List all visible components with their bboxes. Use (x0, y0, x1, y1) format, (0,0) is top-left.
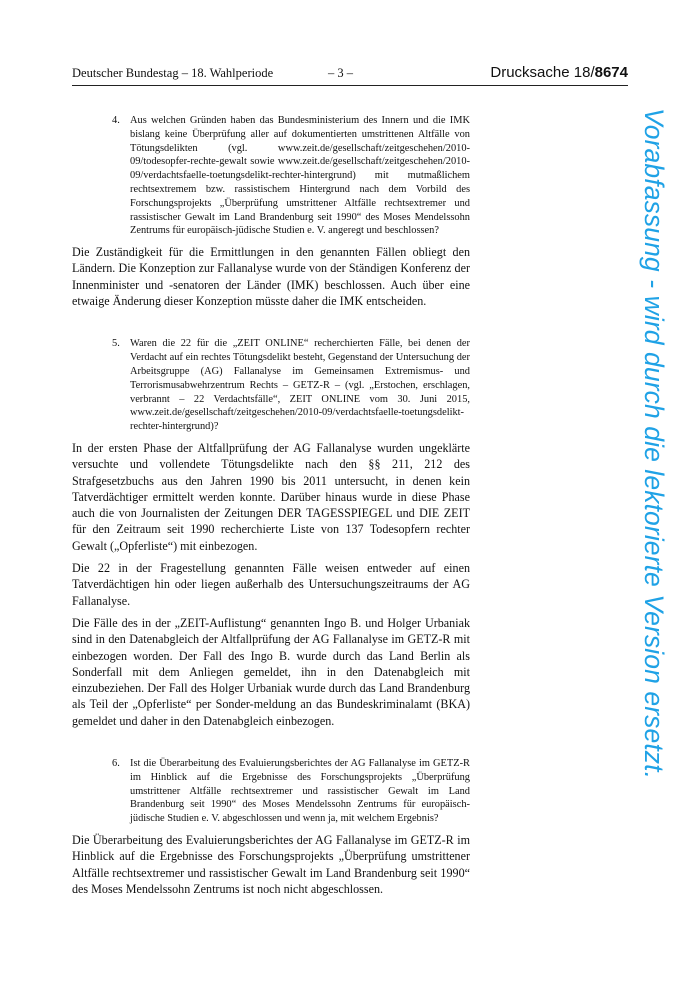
doc-label: Drucksache (490, 64, 570, 81)
question-text: Aus welchen Gründen haben das Bundesministerium des Innern und die IMK bislang keine Überprüfung aller auf dokumentierten umstrittenen Altfälle von Tötungsdelikten (vgl. www.zeit.de/gesellschaft/zeitgeschehen/2010-09/todesopfer-rechte-gewalt sowie www.zeit.de/gesellschaft/zeitgeschehen/2010-09/verdachtsfaelle-toetungsdelikt-rechter-hintergrund) mit mutmaßlichem rechtsextremem bzw. rassistischem Hintergrund nach dem Vorbild des Forschungsprojekts „Überprüfung umstrittener Altfälle rechtsextremer und rassistischer Gewalt im Land Brandenburg seit 1990“ des Moses Mendelssohn Zentrums für europäisch-jüdische Studien e. V. angeregt und beschlossen? (130, 115, 470, 237)
answer-paragraph: Die Zuständigkeit für die Ermittlungen in den genannten Fällen obliegt den Ländern. Die Konzeption zur Fallanalyse wurde von der Ständigen Konferenz der Innenminister und -senatoren der Länder (IMK) beschlossen. Auch über eine etwaige Änderung dieser Konzeption müsste daher die IMK entscheiden. (72, 245, 470, 309)
draft-watermark (639, 108, 689, 908)
header-rule (72, 85, 628, 86)
question-number: 5. (112, 338, 120, 350)
answer-paragraph: Die 22 in der Fragestellung genannten Fälle weisen entweder auf einen Tatverdächtigen hin oder liegen außerhalb des Untersuchungszeitraums der AG Fallanalyse. (72, 561, 470, 608)
question-number: 6. (112, 757, 120, 769)
answer-paragraph: Die Überarbeitung des Evaluierungsberichtes der AG Fallanalyse im GETZ-R im Hinblick auf die Ergebnisse des Forschungsprojekts „Überprüfung umstrittener Altfälle rechtsextremer und rassistischer Gewalt im Land Brandenburg seit 1990“ des Moses Mendelssohn Zentrums ist noch nicht abgeschlossen. (72, 832, 470, 896)
question-number: 4. (112, 115, 120, 126)
page-header (72, 66, 628, 86)
page-number: – 3 – (328, 66, 353, 80)
question-text: Ist die Überarbeitung des Evaluierungsberichtes der AG Fallanalyse im GETZ-R im Hinblick auf die Ergebnisse des Forschungsprojekts „Überprüfung umstrittener Altfälle rechtsextremer und rassistischer Gewalt im Land Brandenburg seit 1990“ des Moses Mendelssohn Zentrums für europäisch-jüdische Studien e. V. abgeschlossen und wenn ja, mit welchem Ergebnis? (130, 757, 470, 825)
doc-number-prefix: 18/ (573, 64, 595, 81)
parliament-period: Deutscher Bundestag – 18. Wahlperiode (72, 66, 274, 80)
answer-paragraph: Die Fälle des in der „ZEIT-Auflistung“ genannten Ingo B. und Holger Urbaniak sind in den Datenabgleich der Altfallprüfung der AG Fallanalyse im GETZ-R mit einbezogen worden. Der Fall des Ingo B. wurde durch das Land Berlin als Sonderfall mit dem Anliegen gemeldet, ihn in den Datenabgleich mit einzubeziehen. Der Fall des Holger Urbaniak wurde durch das Land Brandenburg als Teil der „Opferliste“ per Sonder-meldung an das Bundeskriminalamt (BKA) gemeldet und daher in den Datenabgleich einbezogen. (72, 615, 470, 728)
doc-number: 8674 (594, 64, 628, 81)
question-6 (72, 757, 470, 826)
question-5 (72, 337, 470, 434)
document-number (490, 64, 628, 81)
answer-paragraph: In der ersten Phase der Altfallprüfung der AG Fallanalyse wurden ungeklärte versuchte und vollendete Tötungsdelikte nach den §§ 211, 212 des Strafgesetzbuchs aus den Jahren 1990 bis 2011 untersucht, in denen kein Tatverdächtiger ermittelt werden konnte. Darüber hinaus wurde in diese Phase auch die von Journalisten der Zeitungen DER TAGESSPIEGEL und DIE ZEIT für den Zeitraum seit 1990 recherchierte Liste von 137 Todesopfern rechter Gewalt („Opferliste“) mit einbezogen. (72, 440, 470, 553)
question-text: Waren die 22 für die „ZEIT ONLINE“ recherchierten Fälle, bei denen der Verdacht auf ein rechtes Tötungsdelikt besteht, Gegenstand der Untersuchung der Arbeitsgruppe (AG) Fallanalyse im Gemeinsamen Extremismus- und Terrorismusabwehrzentrum Rechts – GETZ-R – (vgl. „Erstochen, erschlagen, verbrannt – 22 Verdachtsfälle“, ZEIT ONLINE vom 30. Juni 2015, www.zeit.de/gesellschaft/zeitgeschehen/2010-09/verdachtsfaelle-toetungsdelikt-rechter-hintergrund)? (130, 338, 470, 433)
question-4 (72, 114, 470, 238)
watermark-text: Vorabfassung - wird durch die lektorierte Version ersetzt. (639, 108, 669, 780)
document-body (72, 112, 470, 897)
